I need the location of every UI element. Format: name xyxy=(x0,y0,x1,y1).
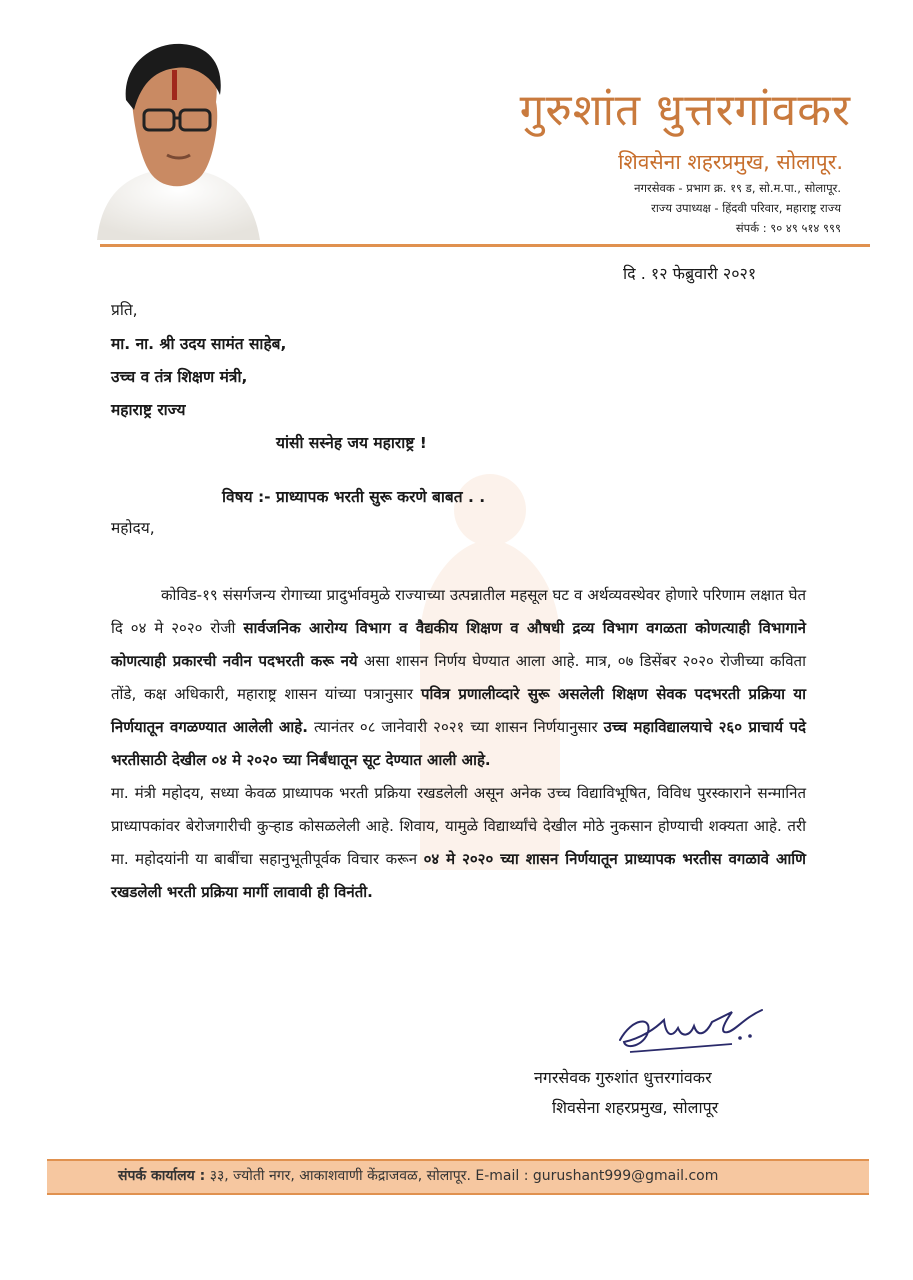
recipient-prati: प्रति, xyxy=(111,301,138,319)
portrait-image xyxy=(92,40,262,240)
letterhead-line-3: संपर्क : ९० ४९ ५१४ ९९९ xyxy=(735,221,841,235)
letter-body xyxy=(111,579,806,909)
recipient-state: महाराष्ट्र राज्य xyxy=(111,401,186,419)
letter-date: दि . १२ फेब्रुवारी २०२१ xyxy=(623,264,757,283)
salutation: महोदय, xyxy=(111,519,155,537)
letterhead-line-1: नगरसेवक - प्रभाग क्र. १९ ड, सो.म.पा., सोलापूर. xyxy=(634,181,841,195)
signatory-name: नगरसेवक गुरुशांत धुत्तरगांवकर xyxy=(534,1068,712,1087)
footer-contact: संपर्क कार्यालय : ३३, ज्योती नगर, आकाशवाणी केंद्राजवळ, सोलापूर. E-mail : gurushant999@gmail.com xyxy=(118,1168,719,1184)
recipient-name: मा. ना. श्री उदय सामंत साहेब, xyxy=(111,335,287,353)
letterhead-name: गुरुशांत धुत्तरगांवकर xyxy=(519,85,851,136)
subject-line: विषय :- प्राध्यापक भरती सुरू करणे बाबत . . xyxy=(222,488,486,506)
header-divider xyxy=(100,244,870,247)
body-paragraph-1: कोविड-१९ संसर्गजन्य रोगाच्या प्रादुर्भावमुळे राज्याच्या उत्पन्नातील महसूल घट व अर्थव्यवस्थेवर होणारे परिणाम लक्षात घेत दि ०४ मे २०२० रोजी सार्वजनिक आरोग्य विभाग व वैद्यकीय शिक्षण व औषधी द्रव्य विभाग वगळता कोणत्याही विभागाने कोणत्याही प्रकारची नवीन पदभरती करू नये असा शासन निर्णय घेण्यात आला आहे. मात्र, ०७ डिसेंबर २०२० रोजीच्या कविता तोंडे, कक्ष अधिकारी, महाराष्ट्र शासन यांच्या पत्रानुसार पवित्र प्रणालीव्दारे सुरू असलेली शिक्षण सेवक पदभरती प्रक्रिया या निर्णयातून वगळण्यात आलेली आहे. त्यानंतर ०८ जानेवारी २०२१ च्या शासन निर्णयानुसार उच्च महाविद्यालयाचे २६० प्राचार्य पदे भरतीसाठी देखील ०४ मे २०२० च्या निर्बंधातून सूट देण्यात आली आहे. xyxy=(111,586,806,769)
body-paragraph-2: मा. मंत्री महोदय, सध्या केवळ प्राध्यापक भरती प्रक्रिया रखडलेली असून अनेक उच्च विद्याविभूषित, विविध पुरस्काराने सन्मानित प्राध्यापकांवर बेरोजगारीची कुऱ्हाड कोसळलेली आहे. शिवाय, यामुळे विद्यार्थ्यांचे देखील मोठे नुकसान होण्याची शक्यता आहे. तरी मा. महोदयांनी या बाबींचा सहानुभूतीपूर्वक विचार करून ०४ मे २०२० च्या शासन निर्णयातून प्राध्यापक भरतीस वगळावे आणि रखडलेली भरती प्रक्रिया मार्गी लावावी ही विनंती. xyxy=(111,784,807,901)
greeting: यांसी सस्नेह जय महाराष्ट्र ! xyxy=(276,434,427,452)
signatory-title: शिवसेना शहरप्रमुख, सोलापूर xyxy=(552,1098,719,1117)
footer-email[interactable]: E-mail : gurushant999@gmail.com xyxy=(475,1168,719,1184)
handwritten-signature xyxy=(612,998,772,1062)
letterhead-title: शिवसेना शहरप्रमुख, सोलापूर. xyxy=(618,150,843,174)
letterhead-line-2: राज्य उपाध्यक्ष - हिंदवी परिवार, महाराष्ट्र राज्य xyxy=(651,201,841,215)
recipient-designation: उच्च व तंत्र शिक्षण मंत्री, xyxy=(111,368,248,386)
